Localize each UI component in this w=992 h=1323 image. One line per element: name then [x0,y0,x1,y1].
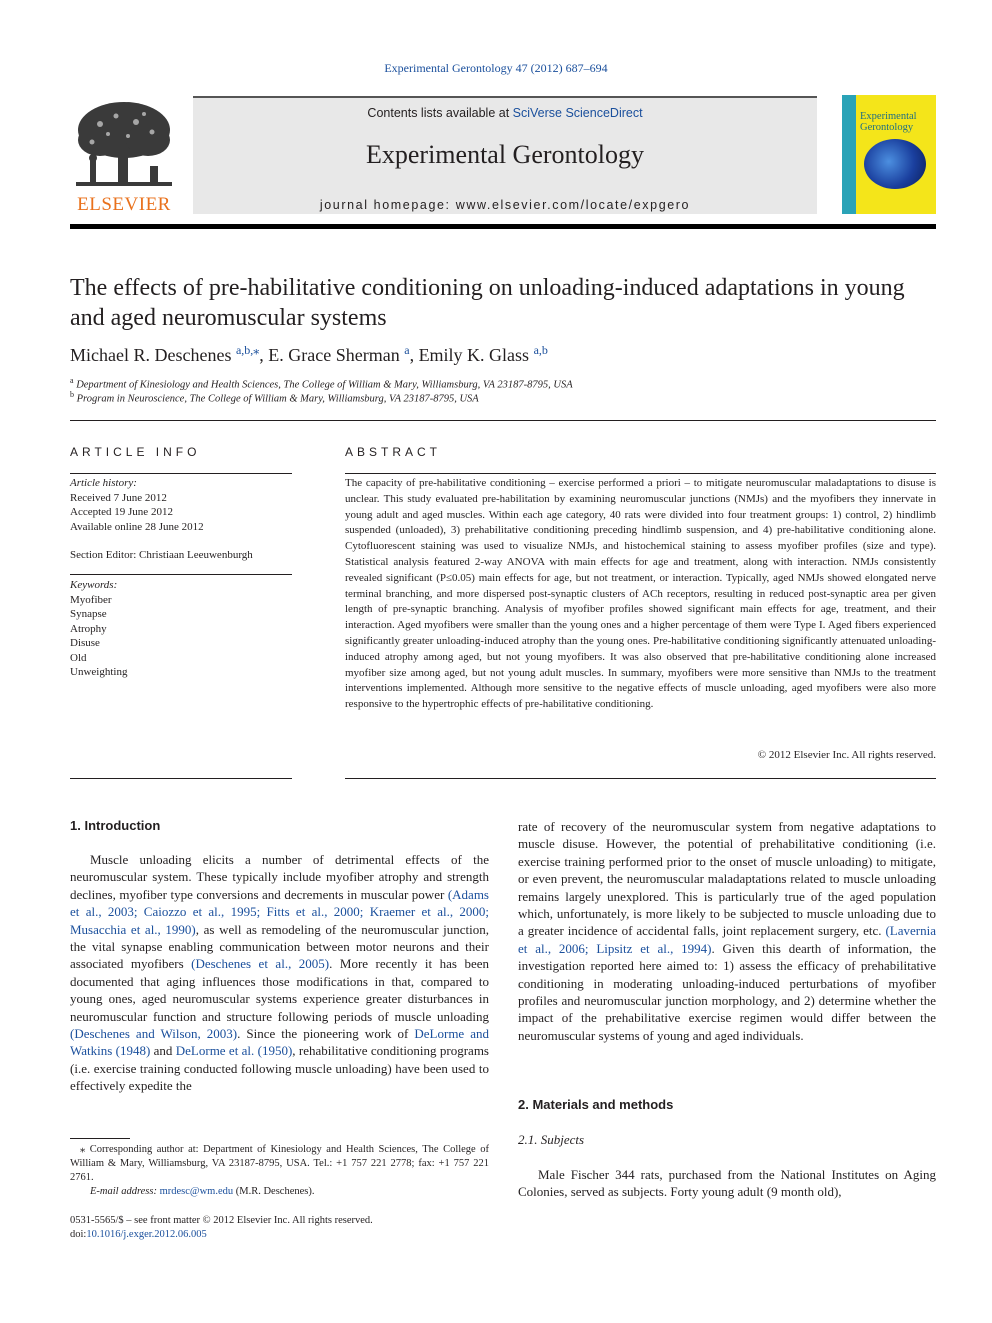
author-name[interactable]: Emily K. Glass [418,345,530,365]
divider [345,778,936,779]
intro-paragraph-2 [518,818,936,1044]
footnote-marker: ⁎ [80,1144,86,1155]
publisher-logo-text: ELSEVIER [77,194,171,215]
front-matter [70,1214,489,1242]
footnote-rule [70,1138,130,1139]
email-line [70,1185,489,1199]
received-date: Received 7 June 2012 [70,491,167,504]
subsection-heading-subjects: 2.1. Subjects [518,1132,585,1147]
divider [70,574,292,575]
section-heading-introduction: 1. Introduction [70,818,161,833]
text-run: . Since the pioneering work of [237,1026,415,1042]
author-affiliation-mark[interactable]: a,b [533,343,548,357]
reference-link[interactable]: (Adams et al., 2003; Caiozzo et al., 1995; Fitts et al., 2000; Kraemer et al., 2000; Musacchia et al., 1990) [70,886,489,937]
doi-label: doi: [70,1229,87,1240]
journal-cover[interactable] [842,95,936,214]
cover-globe-image [864,139,926,189]
reference-link[interactable]: DeLorme and Watkins (1948) [70,1026,489,1059]
journal-name: Experimental Gerontology [366,140,644,169]
text-run: Muscle unloading elicits a number of detrimental effects of the neuromuscular system. These typically include myofiber atrophy and strength declines, myofiber type conversions and decrements in muscular power [70,852,489,902]
intro-paragraph-1 [70,851,489,1095]
affiliation [70,390,936,405]
keyword: Atrophy [70,622,107,635]
author-affiliation-mark[interactable]: a,b,⁎ [235,343,260,357]
affiliation-mark: a [70,376,74,385]
keyword: Myofiber [70,593,112,606]
contents-prefix: Contents lists available at [367,106,513,120]
sciencedirect-link[interactable]: SciVerse ScienceDirect [512,106,643,120]
online-date: Available online 28 June 2012 [70,520,204,533]
text-run: rate of recovery of the neuromuscular system from negative adaptations to muscle disuse. However, the potential of prehabilitative conditioning (i.e. exercise training performed prior to the onset of muscle unloading) to mitigate, or even prevent, the neuromuscular maladaptations related to muscle unloading remains largely unexplored. This is particularly true of the aged population which, unfortunately, is more likely to be subjected to muscle unloading due to a greater incidence of accidental falls, joint replacement surgery, etc. [518,819,936,939]
keyword: Disuse [70,637,100,649]
author-list: Michael R. Deschenes $^{a,b,⁎}$, E. Grace Sherman $^a$, Emily K. Glass $^{a,b}$ [70,343,548,365]
masthead-rule [193,96,817,98]
section-heading-methods: 2. Materials and methods [518,1097,674,1112]
abstract-text: The capacity of pre-habilitative conditioning – exercise performed a priori – to mitigate neuromuscular maladaptations to disuse is unclear. This study evaluated pre-habilitation by examining neuromuscular junctions (NMJs) and the myofibers they innervate in young adult and aged muscles. Within each age category, 40 rats were divided into four treatment groups: 1) control, 2) hindlimb suspended (unloaded), 3) prehabilitative conditioning preceding hindlimb suspension, and 4) pre-habilitative conditioning alone. Cytofluorescent staining was used to visualize NMJs, and histochemical staining to assess myofiber profiles (size and type). Statistical analysis featured 2-way ANOVA with main effects for age and treatment, along with interaction. NMJs consistently revealed significant (P≤0.05) main effects for age, but not treatment, or interaction. Typically, aged NMJs showed elongated nerve terminal branching, and more dispersed post-synaptic clusters of ACh receptors, resulting in reduced post-synaptic area per given length of pre-synaptic branching. Analysis of myofiber profiles showed significant main effects for age, treatment, and their interaction. Aged myofibers were smaller than the young ones and a higher percentage of them were Type I. Aged fibers experienced significantly greater unloading-induced atrophy than the young ones. Pre-habilitative conditioning significantly attenuated unloading-induced atrophy among aged, but not young myofibers. It was also observed that pre-habilitative conditioning alone increased myofiber size among aged, but not young adult muscles. In summary, myofibers were more sensitive than NMJs to the treatment interventions implemented. Although more sensitive to the negative effects of muscle unloading, aged myofibers were also more responsive to the hypertrophic effects of pre-habilitative conditioning. [345,477,936,711]
cover-title [860,111,932,133]
affiliation [70,376,936,391]
divider [70,778,292,779]
header-rule [70,224,936,229]
text-run: , rehabilitative conditioning programs (i.e. exercise training conducted following muscle unloading) have been used to effectively expedite the [70,1043,489,1094]
divider [70,420,936,421]
corresponding-author-footnote [70,1143,489,1199]
reference-link[interactable]: DeLorme et al. (1950) [175,1043,293,1059]
divider [345,473,936,474]
article-title: The effects of pre-habilitative conditioning on unloading-induced adaptations in young and aged neuromuscular systems [70,275,905,331]
text-run: and [150,1043,176,1059]
accepted-date: Accepted 19 June 2012 [70,506,173,518]
keyword: Old [70,651,87,664]
author-affiliation-mark[interactable]: a [404,343,410,357]
cover-title-line1: Experimental [860,111,917,122]
cover-spine [842,95,856,214]
reference-link[interactable]: (Deschenes et al., 2005) [191,956,330,972]
email-suffix: (M.R. Deschenes). [233,1186,315,1197]
cover-title-line2: Gerontology [860,122,914,133]
text-run: . Given this dearth of information, the investigation reported here aimed to: 1) assess the efficacy of prehabilitative conditioning in moderating unloading-induced perturbations of myofiber profiles and neuromuscular junction morphology, and 2) determine whether the impact of the prehabilitative exercise regimen would differ between the neuromuscular systems of young and aged individuals. [518,940,937,1043]
article-history [70,476,292,534]
methods-paragraph-1: Male Fischer 344 rats, purchased from the National Institutes on Aging Colonies, served as subjects. Forty young adult (9 month old), [518,1167,936,1200]
tree-icon [70,96,178,194]
keyword: Unweighting [70,666,128,678]
journal-citation[interactable]: Experimental Gerontology 47 (2012) 687–694 [384,61,608,75]
keyword: Synapse [70,608,107,620]
author-name[interactable]: Michael R. Deschenes [70,345,232,365]
history-label: Article history: [70,477,137,489]
affiliation-text: Program in Neuroscience, The College of William & Mary, Williamsburg, VA 23187-8795, USA [76,393,479,405]
copyright: © 2012 Elsevier Inc. All rights reserved. [757,749,936,761]
section-editor: Section Editor: Christiaan Leeuwenburgh [70,549,253,561]
reference-link[interactable]: (Lavernia et al., 2006; Lipsitz et al., 1994) [518,923,936,956]
affiliation-mark: b [70,390,74,399]
homepage-link[interactable]: www.elsevier.com/locate/expgero [455,198,691,212]
email-label: E-mail address: [90,1186,160,1197]
affiliation-text: Department of Kinesiology and Health Sciences, The College of William & Mary, Williamsburg, VA 23187-8795, USA [76,379,573,391]
keywords-label: Keywords: [70,579,118,591]
abstract-heading: ABSTRACT [345,445,442,459]
doi-line [70,1228,489,1242]
issn-line: 0531-5565/$ – see front matter © 2012 Elsevier Inc. All rights reserved. [70,1215,373,1226]
journal-masthead [193,96,817,214]
email-link[interactable]: mrdesc@wm.edu [159,1186,234,1197]
reference-link[interactable]: (Deschenes and Wilson, 2003) [70,1026,238,1042]
elsevier-logo [70,96,178,218]
homepage-line [193,198,817,212]
doi-link[interactable]: 10.1016/j.exger.2012.06.005 [86,1229,207,1240]
text-run: . More recently it has been documented that aging influences those modifications in that, compared to young ones, aged neuromuscular systems experience greater disturbances in neuromuscular function and structure following periods of muscle unloading [70,956,489,1024]
keywords [70,578,292,680]
article-info-heading: ARTICLE INFO [70,445,201,459]
text-run: , as well as remodeling of the neuromuscular junction, the vital synapse enabling communication between motor neurons and their associated myofibers [70,921,490,972]
author-name[interactable]: E. Grace Sherman [268,345,400,365]
contents-line [193,106,817,120]
footnote-text: Corresponding author at: Department of Kinesiology and Health Sciences, The College of William & Mary, Williamsburg, VA 23187-8795, USA. Tel.: +1 757 221 2778; fax: +1 757 221 2761. [70,1144,489,1183]
divider [70,473,292,474]
homepage-prefix: journal homepage: [319,198,456,212]
